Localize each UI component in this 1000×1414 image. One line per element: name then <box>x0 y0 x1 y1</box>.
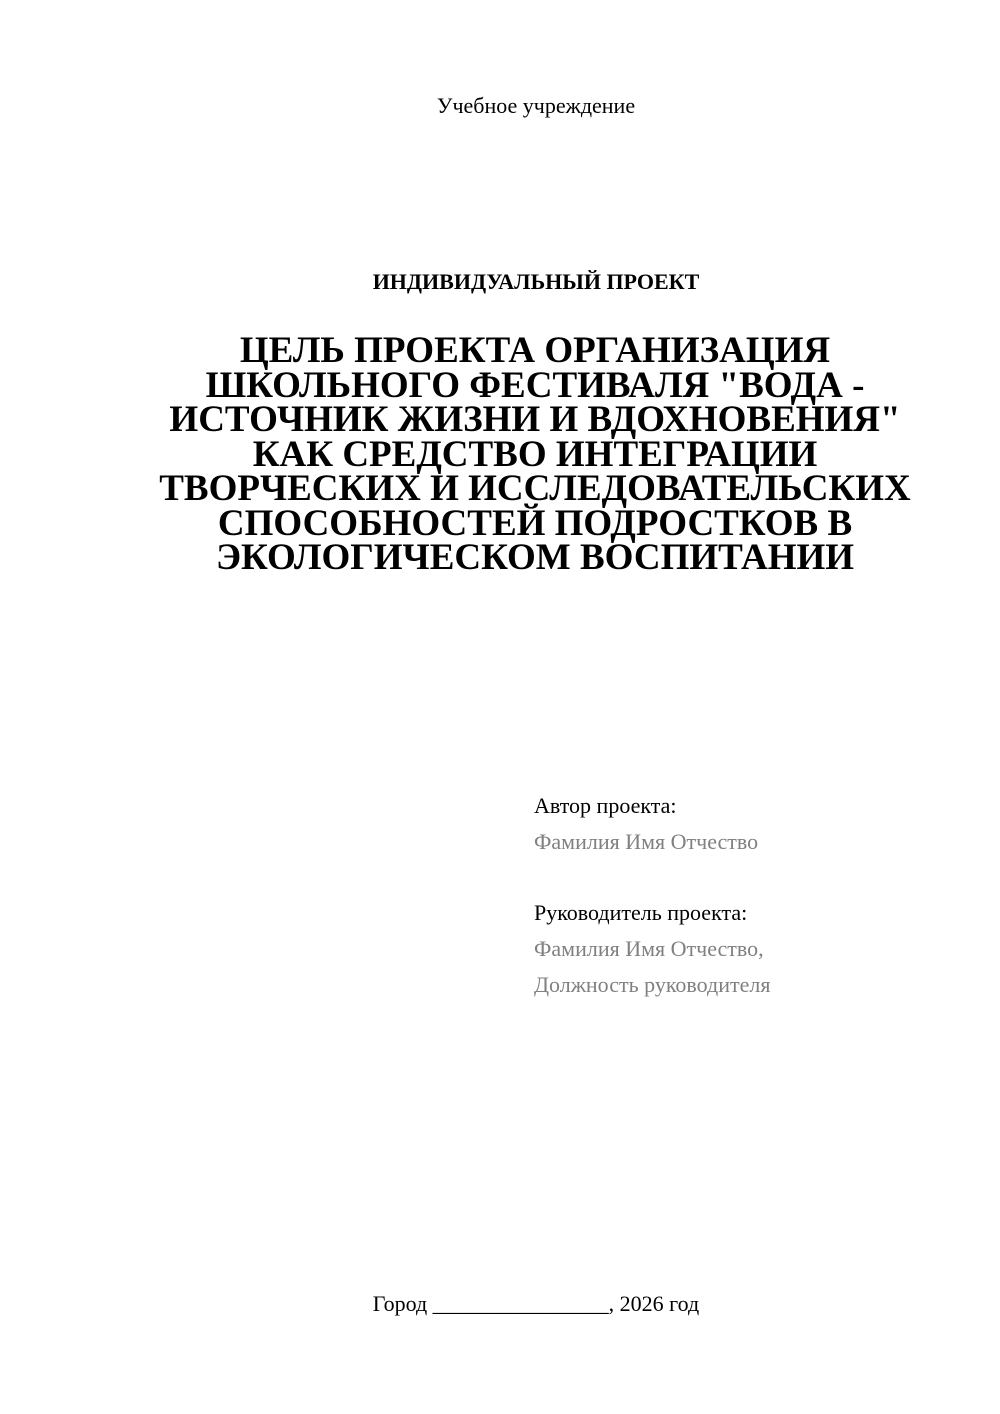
institution-name: Учебное учреждение <box>436 93 636 118</box>
block-gap <box>534 860 974 895</box>
project-title: ЦЕЛЬ ПРОЕКТА ОРГАНИЗАЦИЯ ШКОЛЬНОГО ФЕСТИВАЛЯ "ВОДА - ИСТОЧНИК ЖИЗНИ И ВДОХНОВЕНИЯ" КАК СРЕДСТВО ИНТЕГРАЦИИ ТВОРЧЕСКИХ И ИССЛЕДОВАТЕЛЬСКИХ СПОСОБНОСТЕЙ ПОДРОСТКОВ В ЭКОЛОГИЧЕСКОМ ВОСПИТАНИИ <box>159 330 911 578</box>
city-year-footer: Город ________________, 2026 год <box>372 1291 700 1316</box>
project-type-heading: ИНДИВИДУАЛЬНЫЙ ПРОЕКТ <box>372 269 700 294</box>
supervisor-name-placeholder: Фамилия Имя Отчество, <box>534 936 764 961</box>
supervisor-position-placeholder: Должность руководителя <box>534 972 771 997</box>
supervisor-label: Руководитель проекта: <box>534 900 748 925</box>
author-name-placeholder: Фамилия Имя Отчество <box>534 829 759 854</box>
author-block <box>534 788 974 1003</box>
author-label: Автор проекта: <box>534 793 677 818</box>
